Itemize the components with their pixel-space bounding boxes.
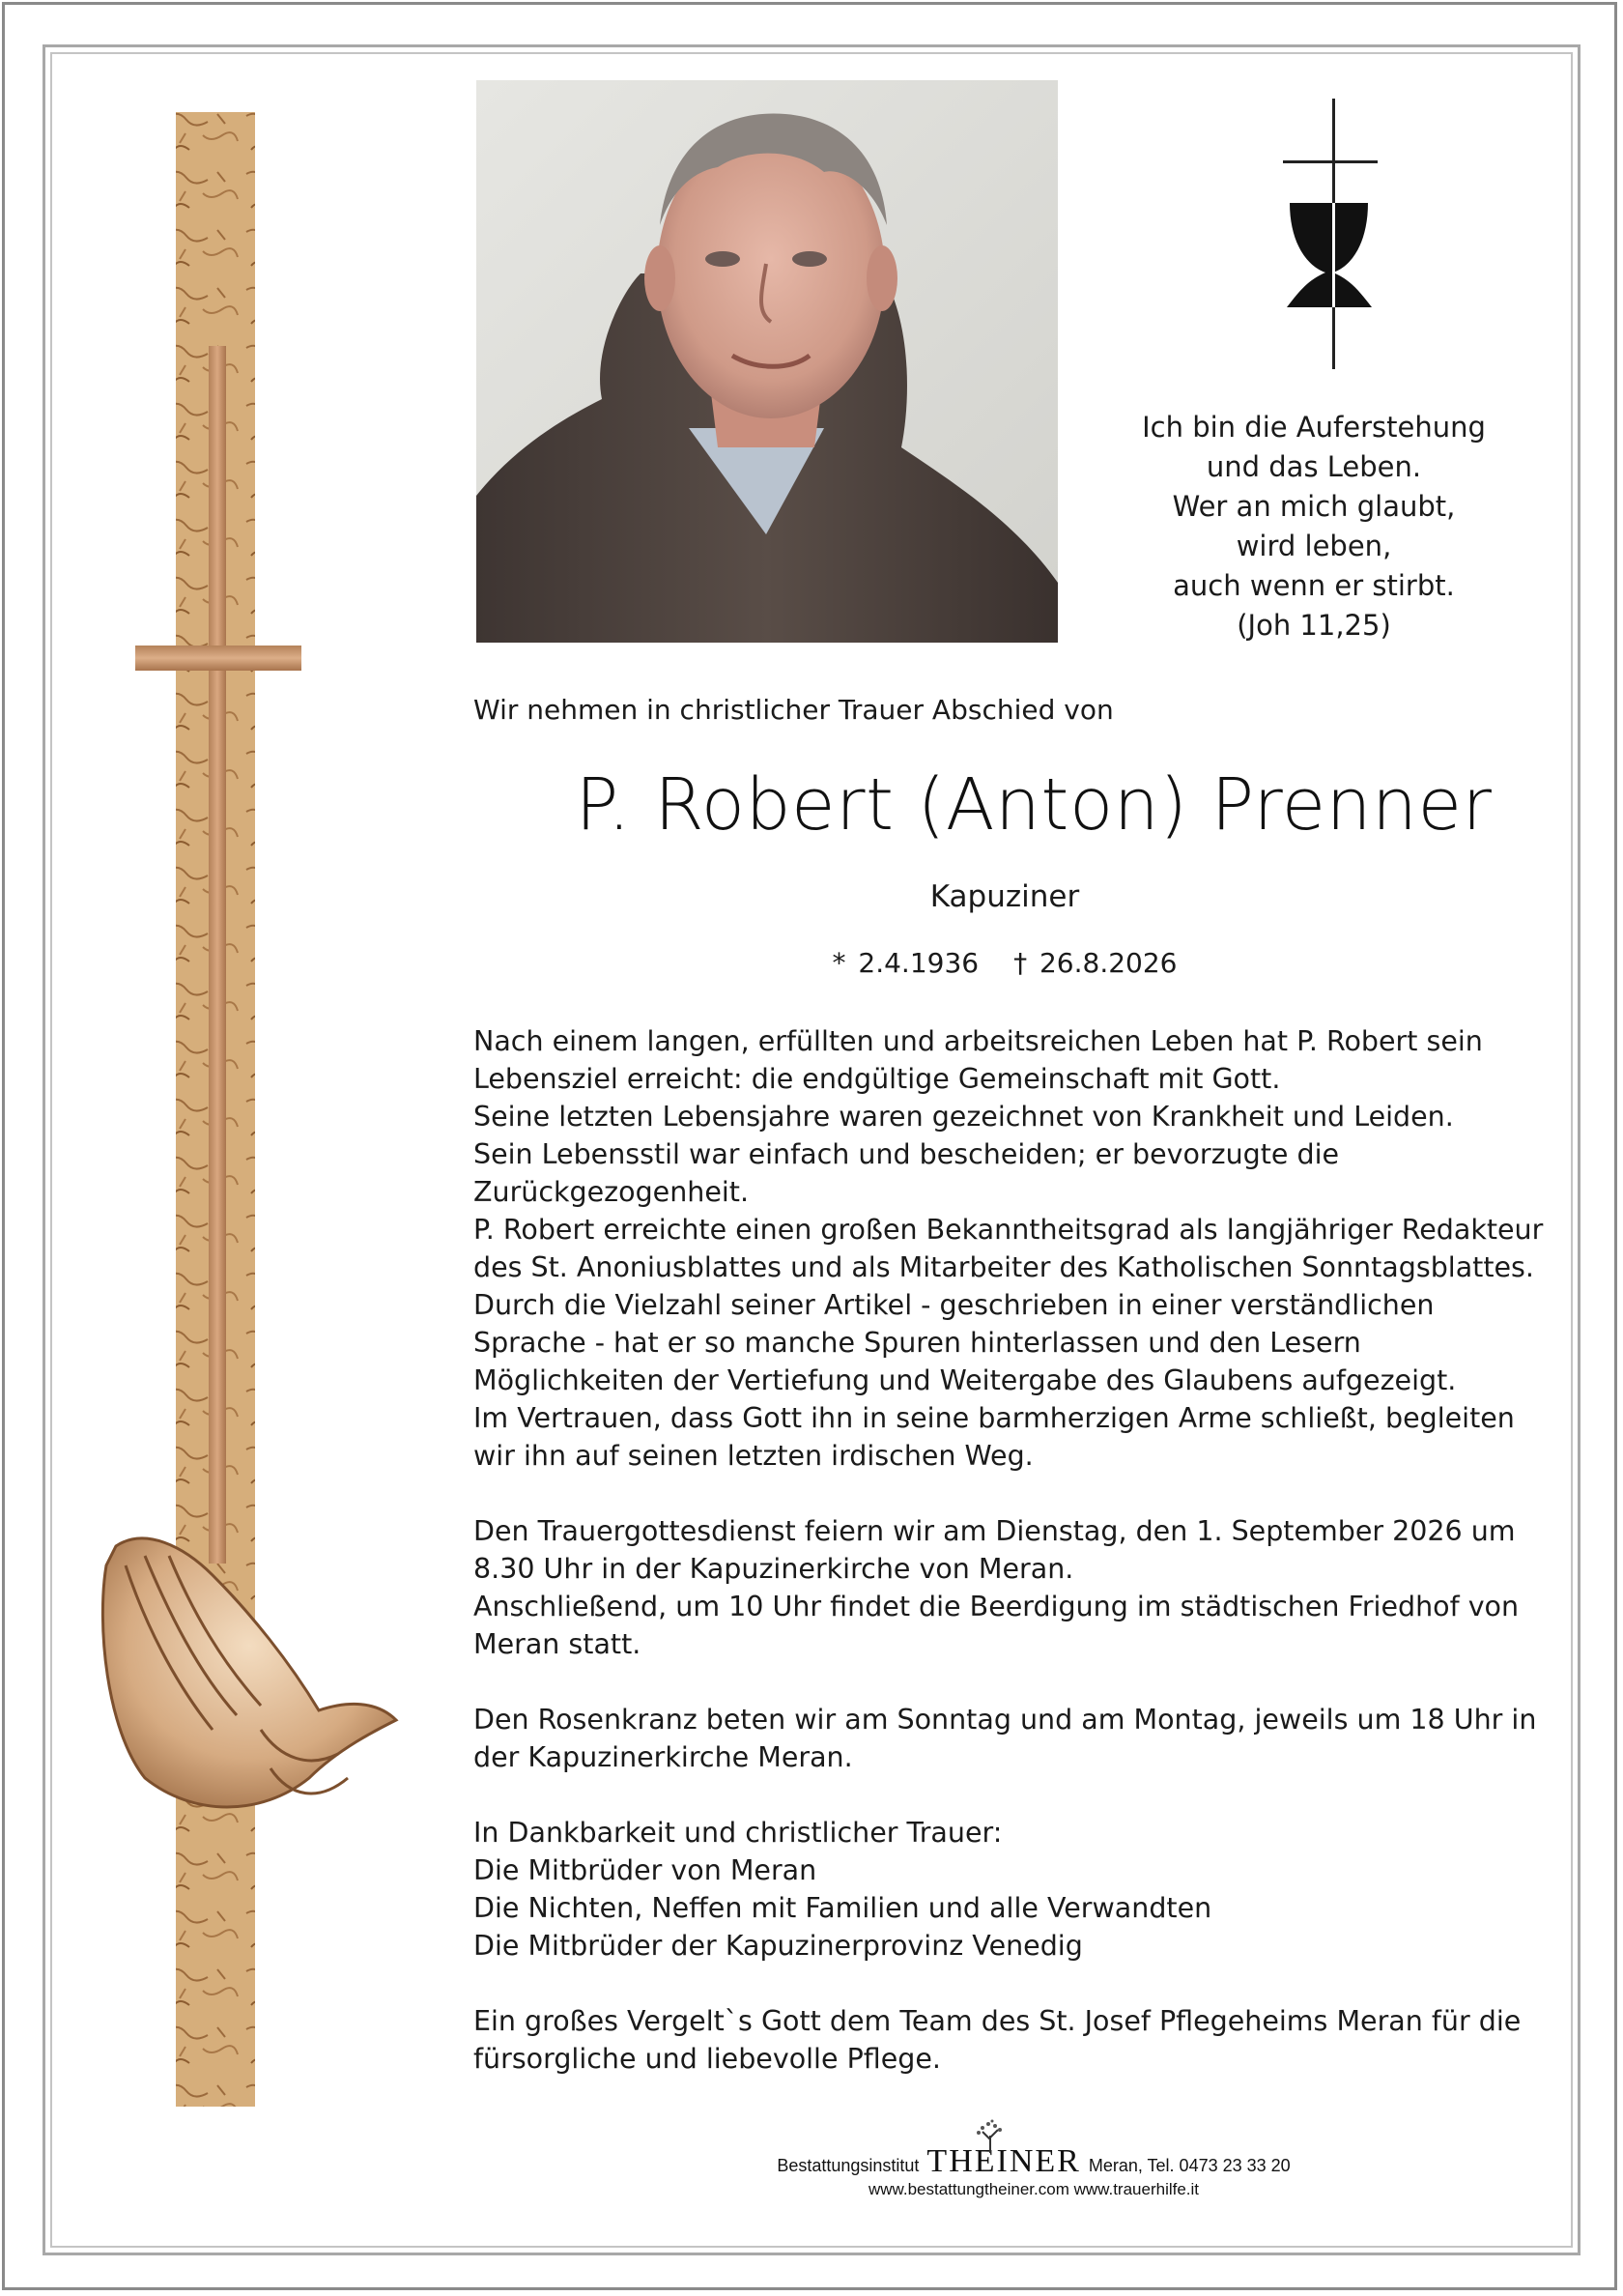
footer-contact: Meran, Tel. 0473 23 33 20 [1088, 2156, 1291, 2175]
bible-verse [1121, 408, 1507, 646]
text-line: Sein Lebensstil war einfach und bescheiden; er bevorzugte die Zurückgezogenheit. [473, 1138, 1340, 1208]
intro-text: Wir nehmen in christlicher Trauer Abschied von [473, 694, 1114, 726]
text-line: Im Vertrauen, dass Gott ihn in seine barmherzigen Arme schließt, begleiten wir ihn auf seinen letzten irdischen Weg. [473, 1402, 1515, 1472]
text-line: P. Robert erreichte einen großen Bekanntheitsgrad als langjähriger Redakteur des St. Anoniusblattes und als Mitarbeiter des Katholischen Sonntagsblattes. [473, 1214, 1544, 1283]
verse-line: Wer an mich glaubt, [1172, 490, 1456, 523]
footer-brand-text: THEINER [926, 2143, 1081, 2179]
text-line: Die Mitbrüder der Kapuzinerprovinz Venedig [473, 1930, 1083, 1962]
death-date: † 26.8.2026 [1013, 947, 1178, 979]
cross-decoration-icon [87, 106, 406, 2116]
text-line: Den Rosenkranz beten wir am Sonntag und am Montag, jeweils um 18 Uhr in der Kapuzinerkirche Meran. [473, 1704, 1537, 1773]
chalice-cross-icon [1275, 97, 1381, 377]
text-line: Die Nichten, Neffen mit Familien und alle Verwandten [473, 1892, 1212, 1924]
obituary-text [473, 1022, 1551, 2078]
funeral-home-footer [763, 2143, 1304, 2199]
text-line: Den Trauergottesdienst feiern wir am Dienstag, den 1. September 2026 um 8.30 Uhr in der Kapuzinerkirche von Meran. [473, 1515, 1516, 1585]
tree-logo-icon [971, 2118, 1010, 2153]
portrait-photo [476, 80, 1058, 643]
deceased-name: P. Robert (Anton) Prenner [575, 763, 1493, 847]
text-line: Seine letzten Lebensjahre waren gezeichnet von Krankheit und Leiden. [473, 1101, 1454, 1133]
birth-date: * 2.4.1936 [832, 947, 980, 979]
verse-reference: (Joh 11,25) [1237, 609, 1391, 642]
life-dates [763, 947, 1246, 979]
text-line: Anschließend, um 10 Uhr findet die Beerdigung im städtischen Friedhof von Meran statt. [473, 1591, 1520, 1660]
footer-brand [926, 2143, 1081, 2179]
text-line: Nach einem langen, erfüllten und arbeitsreichen Leben hat P. Robert sein Lebensziel erreicht: die endgültige Gemeinschaft mit Gott. [473, 1025, 1483, 1095]
verse-line: wird leben, [1236, 530, 1392, 562]
verse-line: auch wenn er stirbt. [1173, 569, 1455, 602]
verse-line: Ich bin die Auferstehung [1142, 411, 1486, 444]
footer-prefix: Bestattungsinstitut [777, 2156, 920, 2175]
text-line: In Dankbarkeit und christlicher Trauer: [473, 1817, 1003, 1849]
religious-order: Kapuziner [929, 879, 1080, 914]
text-line: Die Mitbrüder von Meran [473, 1854, 817, 1886]
footer-web[interactable]: www.bestattungtheiner.com www.trauerhilfe.it [868, 2180, 1200, 2198]
text-line: Durch die Vielzahl seiner Artikel - geschrieben in einer verständlichen Sprache - hat er so manche Spuren hinterlassen und den Lesern Möglichkeiten der Vertiefung und Weitergabe des Glaubens aufgezeigt. [473, 1289, 1457, 1396]
text-line: Ein großes Vergelt`s Gott dem Team des St. Josef Pflegeheims Meran für die fürsorgliche und liebevolle Pflege. [473, 2005, 1522, 2075]
verse-line: und das Leben. [1206, 450, 1422, 483]
